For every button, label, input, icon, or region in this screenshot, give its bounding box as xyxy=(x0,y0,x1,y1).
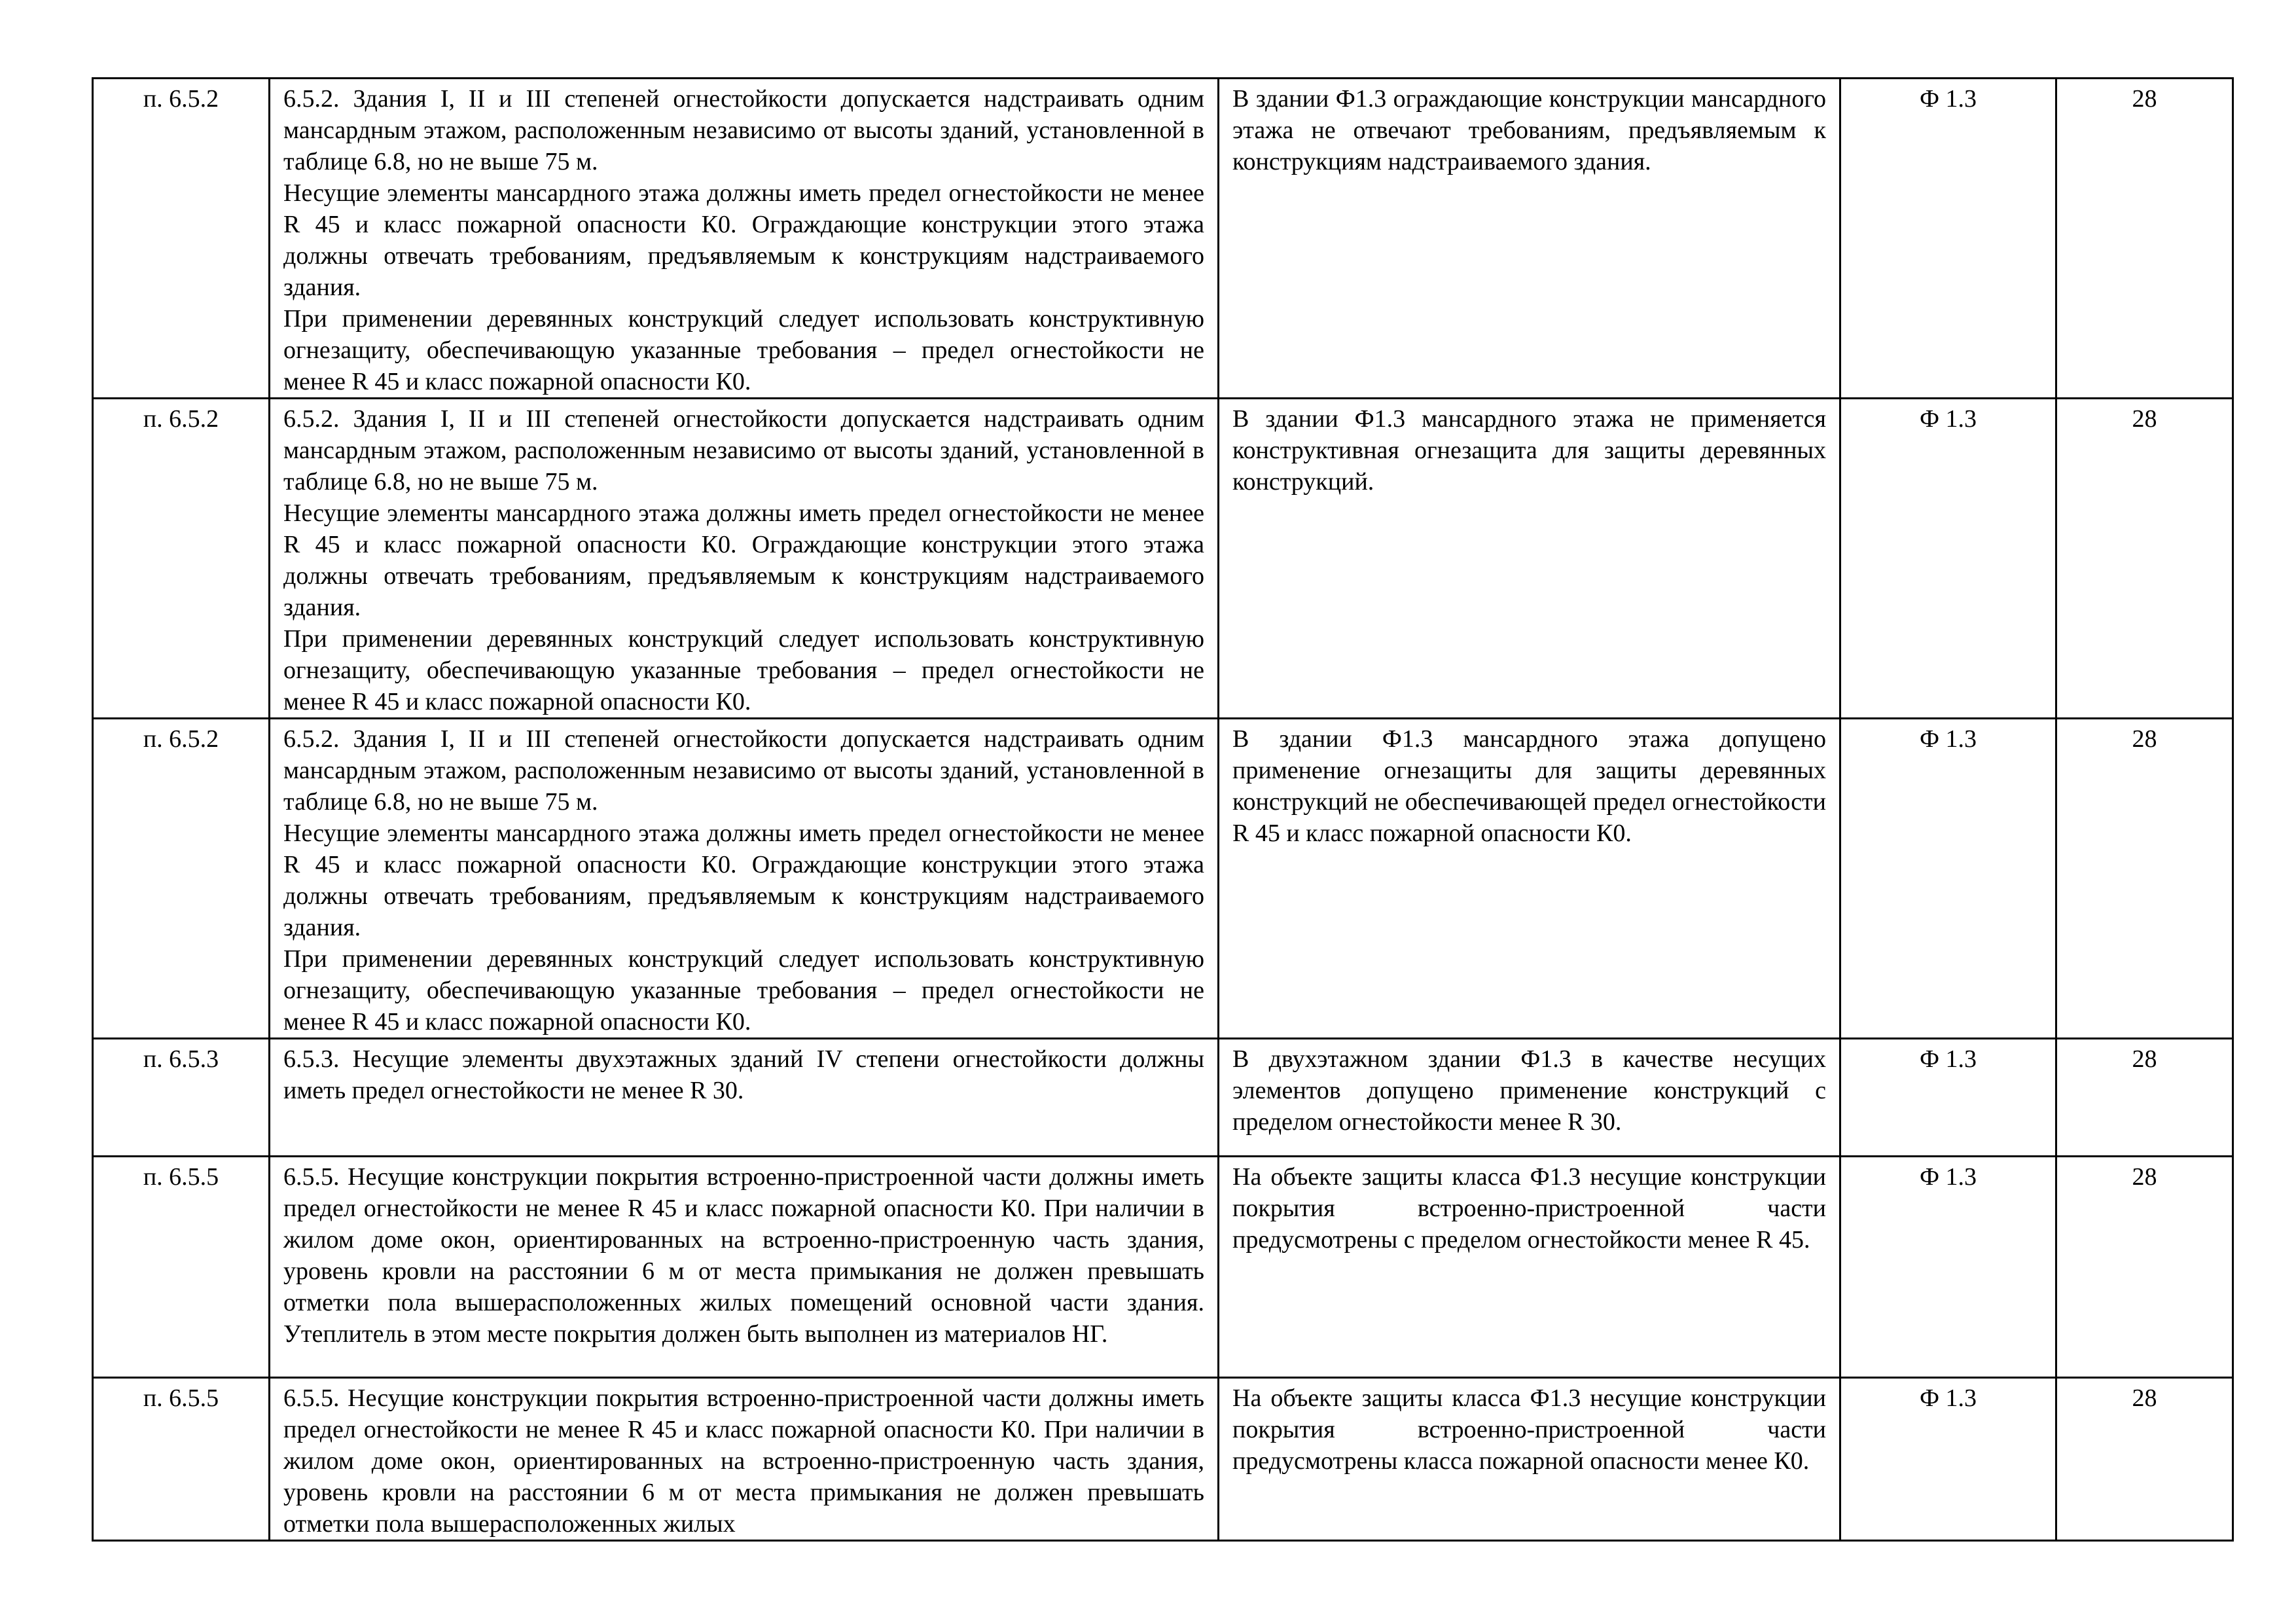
violation-cell: В здании Ф1.3 ограждающие конструкции мансардного этажа не отвечают требованиям, предъявляемым к конструкциям надстраиваемого здания. xyxy=(1219,79,1840,399)
table-row xyxy=(93,1378,2233,1541)
clause-cell: п. 6.5.2 xyxy=(93,79,270,399)
page-cell: 28 xyxy=(2056,1039,2233,1157)
clause-cell: п. 6.5.2 xyxy=(93,399,270,719)
class-cell: Ф 1.3 xyxy=(1840,1039,2056,1157)
requirement-cell xyxy=(270,719,1219,1039)
violation-cell: На объекте защиты класса Ф1.3 несущие конструкции покрытия встроенно-пристроенной части предусмотрены с пределом огнестойкости менее R 45. xyxy=(1219,1157,1840,1378)
requirement-cell xyxy=(270,79,1219,399)
requirement-paragraph: При применении деревянных конструкций следует использовать конструктивную огнезащиту, обеспечивающую указанные требования – предел огнестойкости не менее R 45 и класс пожарной опасности К0. xyxy=(283,945,1204,1036)
requirement-cell xyxy=(270,1378,1219,1541)
clause-cell: п. 6.5.5 xyxy=(93,1378,270,1541)
requirement-paragraph: При применении деревянных конструкций следует использовать конструктивную огнезащиту, обеспечивающую указанные требования – предел огнестойкости не менее R 45 и класс пожарной опасности К0. xyxy=(283,625,1204,715)
requirement-cell xyxy=(270,399,1219,719)
requirements-table xyxy=(92,77,2234,1542)
requirement-cell xyxy=(270,1157,1219,1378)
page-cell: 28 xyxy=(2056,1378,2233,1541)
page-cell: 28 xyxy=(2056,399,2233,719)
table-row xyxy=(93,1039,2233,1157)
requirement-paragraph: 6.5.3. Несущие элементы двухэтажных зданий IV степени огнестойкости должны иметь предел огнестойкости не менее R 30. xyxy=(283,1045,1204,1104)
page-cell: 28 xyxy=(2056,79,2233,399)
violation-cell: На объекте защиты класса Ф1.3 несущие конструкции покрытия встроенно-пристроенной части предусмотрены класса пожарной опасности менее К0. xyxy=(1219,1378,1840,1541)
class-cell: Ф 1.3 xyxy=(1840,719,2056,1039)
violation-cell: В двухэтажном здании Ф1.3 в качестве несущих элементов допущено применение конструкций с пределом огнестойкости менее R 30. xyxy=(1219,1039,1840,1157)
class-cell: Ф 1.3 xyxy=(1840,399,2056,719)
class-cell: Ф 1.3 xyxy=(1840,1378,2056,1541)
class-cell: Ф 1.3 xyxy=(1840,1157,2056,1378)
requirement-paragraph: 6.5.2. Здания I, II и III степеней огнестойкости допускается надстраивать одним мансардным этажом, расположенным независимо от высоты зданий, установленной в таблице 6.8, но не выше 75 м. xyxy=(283,725,1204,816)
table-row xyxy=(93,79,2233,399)
requirement-paragraph: Несущие элементы мансардного этажа должны иметь предел огнестойкости не менее R 45 и класс пожарной опасности К0. Ограждающие конструкции этого этажа должны отвечать требованиям, предъявляемым к конструкциям надстраиваемого здания. xyxy=(283,499,1204,621)
requirement-paragraph: 6.5.2. Здания I, II и III степеней огнестойкости допускается надстраивать одним мансардным этажом, расположенным независимо от высоты зданий, установленной в таблице 6.8, но не выше 75 м. xyxy=(283,85,1204,175)
clause-cell: п. 6.5.5 xyxy=(93,1157,270,1378)
clause-cell: п. 6.5.3 xyxy=(93,1039,270,1157)
requirement-paragraph: При применении деревянных конструкций следует использовать конструктивную огнезащиту, обеспечивающую указанные требования – предел огнестойкости не менее R 45 и класс пожарной опасности К0. xyxy=(283,305,1204,395)
clause-cell: п. 6.5.2 xyxy=(93,719,270,1039)
requirement-paragraph: Несущие элементы мансардного этажа должны иметь предел огнестойкости не менее R 45 и класс пожарной опасности К0. Ограждающие конструкции этого этажа должны отвечать требованиям, предъявляемым к конструкциям надстраиваемого здания. xyxy=(283,179,1204,301)
violation-cell: В здании Ф1.3 мансардного этажа допущено применение огнезащиты для защиты деревянных конструкций не обеспечивающей предел огнестойкости R 45 и класс пожарной опасности К0. xyxy=(1219,719,1840,1039)
requirement-paragraph: 6.5.2. Здания I, II и III степеней огнестойкости допускается надстраивать одним мансардным этажом, расположенным независимо от высоты зданий, установленной в таблице 6.8, но не выше 75 м. xyxy=(283,405,1204,496)
requirement-paragraph: 6.5.5. Несущие конструкции покрытия встроенно-пристроенной части должны иметь предел огнестойкости не менее R 45 и класс пожарной опасности К0. При наличии в жилом доме окон, ориентированных на встроенно-пристроенную часть здания, уровень кровли на расстоянии 6 м от места примыкания не должен превышать отметки пола вышерасположенных жилых помещений основной части здания. Утеплитель в этом месте покрытия должен быть выполнен из материалов НГ. xyxy=(283,1163,1204,1348)
table-row xyxy=(93,1157,2233,1378)
page-cell: 28 xyxy=(2056,719,2233,1039)
table-row xyxy=(93,399,2233,719)
class-cell: Ф 1.3 xyxy=(1840,79,2056,399)
requirement-cell xyxy=(270,1039,1219,1157)
violation-cell: В здании Ф1.3 мансардного этажа не применяется конструктивная огнезащита для защиты деревянных конструкций. xyxy=(1219,399,1840,719)
page-cell: 28 xyxy=(2056,1157,2233,1378)
requirement-paragraph: 6.5.5. Несущие конструкции покрытия встроенно-пристроенной части должны иметь предел огнестойкости не менее R 45 и класс пожарной опасности К0. При наличии в жилом доме окон, ориентированных на встроенно-пристроенную часть здания, уровень кровли на расстоянии 6 м от места примыкания не должен превышать отметки пола вышерасположенных жилых xyxy=(283,1384,1204,1538)
table-row xyxy=(93,719,2233,1039)
requirement-paragraph: Несущие элементы мансардного этажа должны иметь предел огнестойкости не менее R 45 и класс пожарной опасности К0. Ограждающие конструкции этого этажа должны отвечать требованиям, предъявляемым к конструкциям надстраиваемого здания. xyxy=(283,820,1204,941)
